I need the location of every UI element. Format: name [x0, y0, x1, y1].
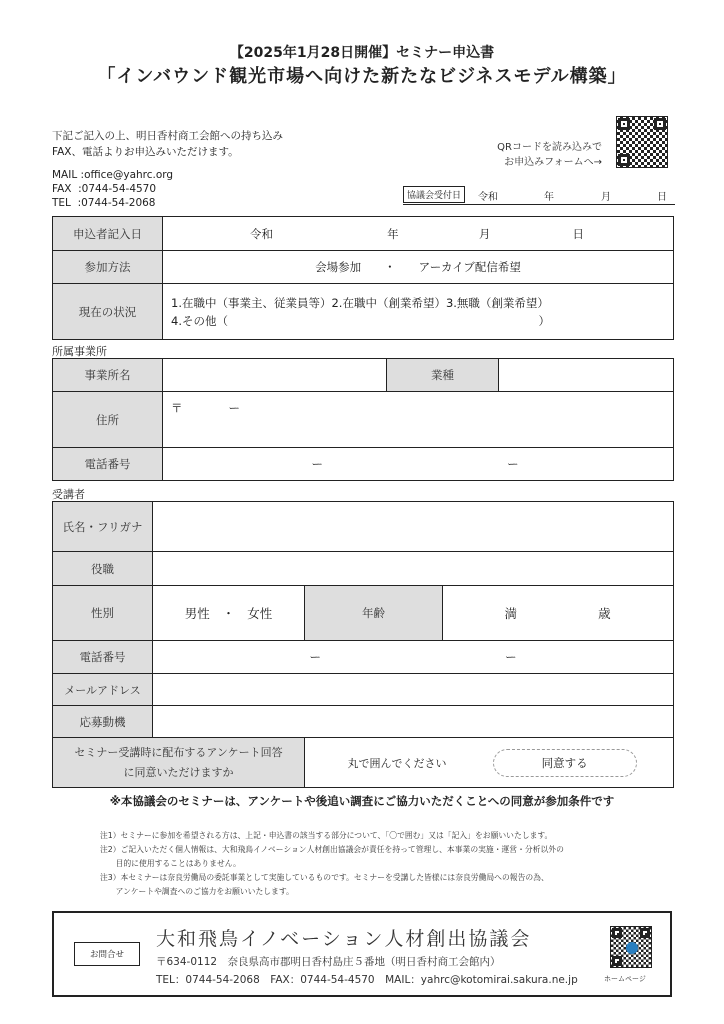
age-label: 年齢: [305, 586, 443, 641]
survey-consent[interactable]: 丸で囲んでください 同意する: [305, 738, 674, 788]
note-line: 注1）セミナーに参加を希望される方は、上記・申込書の該当する部分について、「〇で囲む」又は「記入」をお願いいたします。: [100, 831, 553, 840]
attendee-table: [52, 501, 674, 788]
method-options[interactable]: 会場参加 ・ アーカイブ配信希望: [163, 251, 674, 284]
consent-notice: ※本協議会のセミナーは、アンケートや後追い調査にご協力いただくことへの同意が参加条件です: [109, 794, 615, 808]
homepage-label: ホームページ: [604, 975, 646, 983]
contact-fax: FAX :0744-54-4570: [52, 183, 157, 195]
applicant-table: [52, 216, 674, 340]
organization-contact: TEL：0744-54-2068 FAX：0744-54-4570 MAIL：yahrc@kotomirai.sakura.ne.jp: [156, 974, 578, 986]
status-options[interactable]: 1.在職中（事業主、従業員等）2.在職中（創業希望）3.無職（創業希望） 4.その他（ ）: [163, 284, 674, 340]
attendee-section-title: 受講者: [52, 488, 85, 501]
notes: [100, 829, 660, 899]
receipt-underline: [403, 204, 675, 205]
organization-name: 大和飛鳥イノベーション人材創出協議会: [156, 928, 532, 950]
qr-note: QRコードを読み込みで お申込みフォームへ→: [497, 142, 602, 168]
email-input[interactable]: [153, 674, 674, 706]
gender-label: 性別: [53, 586, 153, 641]
office-phone-input[interactable]: ー ー: [163, 448, 674, 481]
contact-tel: TEL :0744-54-2068: [52, 197, 156, 209]
gender-options[interactable]: 男性 ・ 女性: [153, 586, 305, 641]
email-label: メールアドレス: [53, 674, 153, 706]
contact-mail: MAIL :office@yahrc.org: [52, 169, 174, 181]
industry-label: 業種: [387, 359, 499, 392]
attendee-phone-label: 電話番号: [53, 641, 153, 674]
qr-code-icon[interactable]: [616, 116, 668, 168]
page-title: 「インバウンド観光市場へ向けた新たなビジネスモデル構築」: [97, 66, 627, 87]
office-phone-label: 電話番号: [53, 448, 163, 481]
note-line: 目的に使用することはありません。: [100, 859, 241, 868]
industry-input[interactable]: [499, 359, 674, 392]
address-label: 住所: [53, 392, 163, 448]
office-section-title: 所属事業所: [52, 345, 107, 358]
name-label: 氏名・フリガナ: [53, 502, 153, 552]
contact-info: [52, 168, 173, 210]
intro-text: 下記ご記入の上、明日香村商工会館への持ち込み FAX、電話よりお申込みいただけます。: [52, 130, 283, 158]
office-name-input[interactable]: [163, 359, 387, 392]
survey-label: セミナー受講時に配布するアンケート回答 に同意いただけますか: [53, 738, 305, 788]
role-label: 役職: [53, 552, 153, 586]
attendee-phone-input[interactable]: ー ー: [153, 641, 674, 674]
note-line: 注2）ご記入いただく個人情報は、大和飛鳥イノベーション人材創出協議会が責任を持って管理し、本事業の実施・運営・分析以外の: [100, 845, 564, 854]
inquiry-label: お問合せ: [74, 942, 140, 966]
consent-option[interactable]: 同意する: [493, 749, 637, 777]
office-name-label: 事業所名: [53, 359, 163, 392]
role-input[interactable]: [153, 552, 674, 586]
receipt-label: 協議会受付日: [403, 186, 465, 203]
status-label: 現在の状況: [53, 284, 163, 340]
note-line: アンケートや調査へのご協力をお願いいたします。: [100, 887, 294, 896]
date-field[interactable]: 令和 年 月 日: [163, 217, 674, 251]
page-subtitle: 【2025年1月28日開催】セミナー申込書: [229, 45, 495, 61]
method-label: 参加方法: [53, 251, 163, 284]
organization-address: 〒634-0112 奈良県高市郡明日香村島庄５番地（明日香村商工会館内）: [156, 956, 501, 968]
note-line: 注3）本セミナーは奈良労働局の委託事業として実施しているものです。セミナーを受講した皆様には奈良労働局への報告の為、: [100, 873, 549, 882]
name-input[interactable]: [153, 502, 674, 552]
motive-input[interactable]: [153, 706, 674, 738]
qr-code-homepage-icon[interactable]: [610, 926, 652, 968]
age-input[interactable]: 満 歳: [443, 586, 674, 641]
address-input[interactable]: 〒 ー: [163, 392, 674, 448]
office-table: [52, 358, 674, 481]
date-label: 申込者記入日: [53, 217, 163, 251]
motive-label: 応募動機: [53, 706, 153, 738]
